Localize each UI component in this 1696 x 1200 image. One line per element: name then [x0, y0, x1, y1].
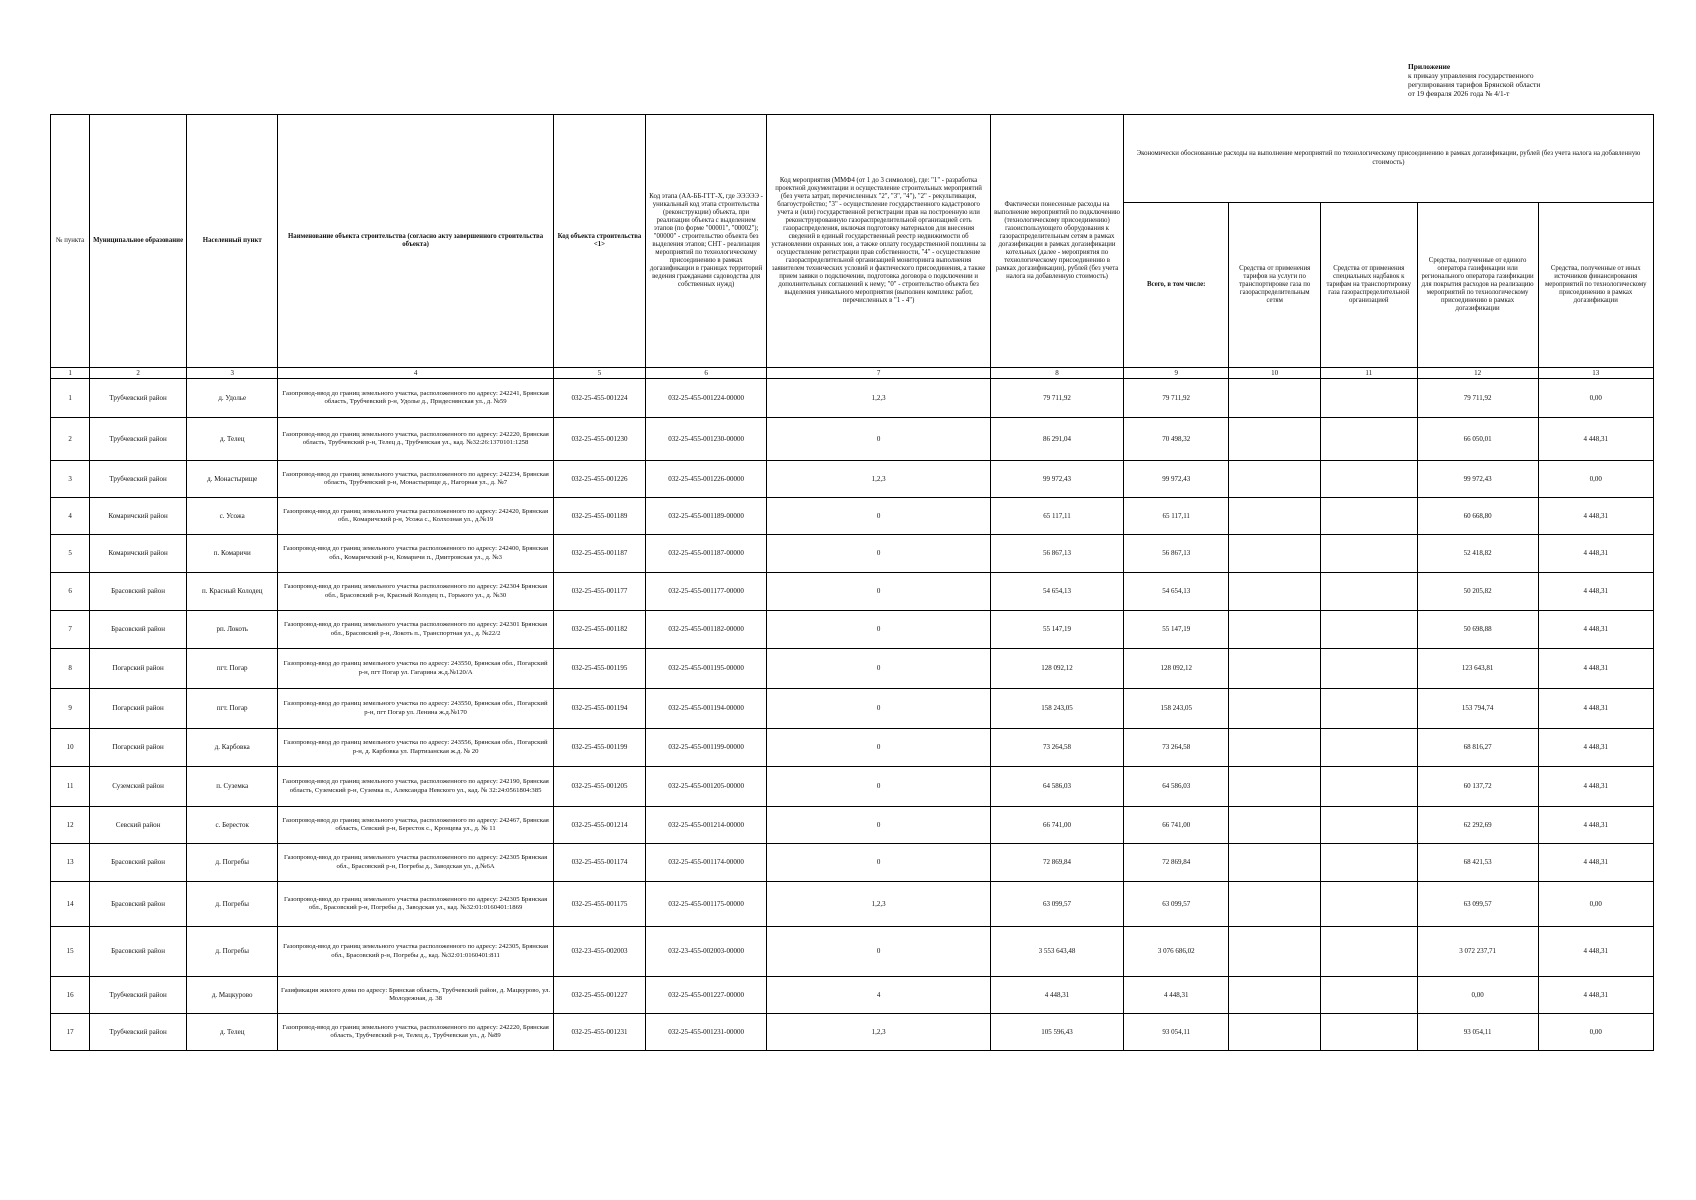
cell-other-funds: 4 448,31: [1538, 611, 1654, 649]
cell-item-number: 4: [51, 498, 90, 535]
cell-surcharge-funds: [1320, 1014, 1417, 1051]
cell-settlement: д. Карбовка: [187, 729, 278, 767]
cell-item-number: 6: [51, 573, 90, 611]
header-other-funds: Средства, полученные от иных источников финансирования мероприятий по технологическому присоединению в рамках догазификации: [1538, 203, 1654, 368]
cell-operator-funds: 68 816,27: [1417, 729, 1538, 767]
cell-total: 64 586,03: [1123, 767, 1229, 807]
cell-operator-funds: 153 794,74: [1417, 689, 1538, 729]
cell-object-name: Газопровод-ввод до границ земельного участка по адресу: 243550, Брянская обл., Погарский р-н, пгт Погар ул. Гагарина ж.д.№120/А: [278, 649, 553, 689]
column-number-row: [51, 368, 1654, 379]
column-number: 7: [767, 368, 991, 379]
cell-stage-code: 032-25-455-001230-00000: [646, 418, 767, 461]
cell-municipality: Трубчевский район: [90, 977, 187, 1014]
cell-actual-costs: 105 596,43: [991, 1014, 1124, 1051]
column-number: 3: [187, 368, 278, 379]
cell-stage-code: 032-23-455-002003-00000: [646, 927, 767, 977]
cell-other-funds: 4 448,31: [1538, 767, 1654, 807]
cell-other-funds: 4 448,31: [1538, 535, 1654, 573]
cell-operator-funds: 52 418,82: [1417, 535, 1538, 573]
cell-event-code: 0: [767, 649, 991, 689]
cell-event-code: 0: [767, 611, 991, 649]
cell-item-number: 3: [51, 461, 90, 498]
cell-object-code: 032-25-455-001230: [553, 418, 645, 461]
table-row: [51, 418, 1654, 461]
column-number: 4: [278, 368, 553, 379]
cell-event-code: 0: [767, 573, 991, 611]
cell-actual-costs: 65 117,11: [991, 498, 1124, 535]
column-number: 8: [991, 368, 1124, 379]
cell-surcharge-funds: [1320, 573, 1417, 611]
table-row: [51, 379, 1654, 418]
table-row: [51, 573, 1654, 611]
cell-other-funds: 4 448,31: [1538, 729, 1654, 767]
cell-object-code: 032-25-455-001187: [553, 535, 645, 573]
cell-actual-costs: 63 099,57: [991, 882, 1124, 927]
cell-surcharge-funds: [1320, 882, 1417, 927]
cell-actual-costs: 72 869,84: [991, 844, 1124, 882]
table-row: [51, 729, 1654, 767]
cell-municipality: Погарский район: [90, 649, 187, 689]
cell-object-code: 032-23-455-002003: [553, 927, 645, 977]
cell-tariff-funds: [1229, 535, 1320, 573]
cell-object-name: Газопровод-ввод до границ земельного участка, расположенного по адресу: 242241, Брянская область, Трубчевский р-н, Удолье д., Придеснянская ул., д. №59: [278, 379, 553, 418]
cell-item-number: 1: [51, 379, 90, 418]
cell-item-number: 2: [51, 418, 90, 461]
cell-surcharge-funds: [1320, 611, 1417, 649]
cell-actual-costs: 79 711,92: [991, 379, 1124, 418]
table-row: [51, 611, 1654, 649]
cell-settlement: с. Бересток: [187, 807, 278, 844]
appendix-line: от 19 февраля 2026 года № 4/1-т: [1408, 89, 1510, 99]
cell-item-number: 14: [51, 882, 90, 927]
cell-object-code: 032-25-455-001224: [553, 379, 645, 418]
cell-object-name: Газопровод-ввод до границ земельного участка расположенного по адресу: 242304 Брянская обл., Брасовский р-н, Красный Колодец п., Горького ул., д. №30: [278, 573, 553, 611]
cell-tariff-funds: [1229, 729, 1320, 767]
header-object-code: Код объекта строительства <1>: [553, 115, 645, 368]
appendix-line: Приложение: [1408, 62, 1451, 71]
table-row: [51, 498, 1654, 535]
cell-total: 54 654,13: [1123, 573, 1229, 611]
cell-surcharge-funds: [1320, 729, 1417, 767]
cell-total: 55 147,19: [1123, 611, 1229, 649]
cell-stage-code: 032-25-455-001174-00000: [646, 844, 767, 882]
header-operator-funds: Средства, полученные от единого оператора газификации или регионального оператора газификации для покрытия расходов на реализацию мероприятий по технологическому присоединению в рамках догазификации: [1417, 203, 1538, 368]
cell-actual-costs: 86 291,04: [991, 418, 1124, 461]
cell-object-code: 032-25-455-001182: [553, 611, 645, 649]
cell-stage-code: 032-25-455-001189-00000: [646, 498, 767, 535]
cell-surcharge-funds: [1320, 844, 1417, 882]
cell-municipality: Трубчевский район: [90, 418, 187, 461]
cell-event-code: 1,2,3: [767, 379, 991, 418]
cell-object-name: Газопровод-ввод до границ земельного участка, расположенного по адресу: 242190, Брянская область, Суземский р-н, Суземка п., Александра Невского ул., кад. № 32:24:0561804:385: [278, 767, 553, 807]
cell-other-funds: 0,00: [1538, 461, 1654, 498]
cell-stage-code: 032-25-455-001205-00000: [646, 767, 767, 807]
cell-other-funds: 4 448,31: [1538, 498, 1654, 535]
cell-actual-costs: 158 243,05: [991, 689, 1124, 729]
column-number: 5: [553, 368, 645, 379]
cell-settlement: д. Телец: [187, 1014, 278, 1051]
cell-event-code: 0: [767, 418, 991, 461]
cell-operator-funds: 62 292,69: [1417, 807, 1538, 844]
cell-stage-code: 032-25-455-001175-00000: [646, 882, 767, 927]
column-number: 13: [1538, 368, 1654, 379]
cell-event-code: 0: [767, 535, 991, 573]
cell-total: 65 117,11: [1123, 498, 1229, 535]
cell-operator-funds: 66 050,01: [1417, 418, 1538, 461]
cell-other-funds: 4 448,31: [1538, 689, 1654, 729]
column-number: 10: [1229, 368, 1320, 379]
cell-object-code: 032-25-455-001175: [553, 882, 645, 927]
cell-operator-funds: 50 205,82: [1417, 573, 1538, 611]
table-row: [51, 807, 1654, 844]
cell-total: 3 076 686,02: [1123, 927, 1229, 977]
cell-object-name: Газопровод-ввод до границ земельного участка расположенного по адресу: 242400, Брянская обл., Комаричский р-н, Комаричи п., Дмитровская ул., д. №3: [278, 535, 553, 573]
cell-municipality: Брасовский район: [90, 844, 187, 882]
table-row: [51, 882, 1654, 927]
cell-actual-costs: 66 741,00: [991, 807, 1124, 844]
cell-municipality: Погарский район: [90, 729, 187, 767]
cell-event-code: 1,2,3: [767, 1014, 991, 1051]
cell-item-number: 5: [51, 535, 90, 573]
cell-tariff-funds: [1229, 611, 1320, 649]
cell-operator-funds: 0,00: [1417, 977, 1538, 1014]
cell-tariff-funds: [1229, 418, 1320, 461]
cell-event-code: 0: [767, 498, 991, 535]
cell-total: 93 054,11: [1123, 1014, 1229, 1051]
cell-event-code: 0: [767, 844, 991, 882]
cell-object-code: 032-25-455-001205: [553, 767, 645, 807]
cell-other-funds: 4 448,31: [1538, 927, 1654, 977]
cell-total: 128 092,12: [1123, 649, 1229, 689]
cell-tariff-funds: [1229, 807, 1320, 844]
header-surcharge-funds: Средства от применения специальных надбавок к тарифам на транспортировку газа газораспределительной организацией: [1320, 203, 1417, 368]
header-object-name: Наименование объекта строительства (согласно акту завершенного строительства объекта): [278, 115, 553, 368]
cell-tariff-funds: [1229, 573, 1320, 611]
cell-item-number: 11: [51, 767, 90, 807]
cell-surcharge-funds: [1320, 977, 1417, 1014]
cell-event-code: 0: [767, 689, 991, 729]
cell-settlement: д. Телец: [187, 418, 278, 461]
cell-municipality: Комаричский район: [90, 535, 187, 573]
table-row: [51, 844, 1654, 882]
cell-surcharge-funds: [1320, 767, 1417, 807]
cell-total: 70 498,32: [1123, 418, 1229, 461]
cell-object-name: Газопровод-ввод до границ земельного участка расположенного по адресу: 242305, Брянская обл., Брасовский р-н, Погребы д., кад. №32:01:0160401:811: [278, 927, 553, 977]
cell-item-number: 8: [51, 649, 90, 689]
cell-actual-costs: 64 586,03: [991, 767, 1124, 807]
cell-total: 63 099,57: [1123, 882, 1229, 927]
cell-object-name: Газопровод-ввод до границ земельного участка по адресу: 243556, Брянская обл., Погарский р-н, д. Карбовка ул. Партизанская ж.д. № 20: [278, 729, 553, 767]
cell-settlement: п. Комаричи: [187, 535, 278, 573]
cell-surcharge-funds: [1320, 498, 1417, 535]
cell-tariff-funds: [1229, 767, 1320, 807]
cell-settlement: д. Погребы: [187, 927, 278, 977]
cell-item-number: 13: [51, 844, 90, 882]
table-row: [51, 927, 1654, 977]
cell-operator-funds: 68 421,53: [1417, 844, 1538, 882]
cell-settlement: п. Суземка: [187, 767, 278, 807]
cell-item-number: 12: [51, 807, 90, 844]
cell-other-funds: 0,00: [1538, 882, 1654, 927]
cell-total: 99 972,43: [1123, 461, 1229, 498]
cell-stage-code: 032-25-455-001195-00000: [646, 649, 767, 689]
cell-municipality: Суземский район: [90, 767, 187, 807]
cell-item-number: 16: [51, 977, 90, 1014]
cell-other-funds: 0,00: [1538, 1014, 1654, 1051]
cell-item-number: 17: [51, 1014, 90, 1051]
cell-object-code: 032-25-455-001231: [553, 1014, 645, 1051]
cell-item-number: 10: [51, 729, 90, 767]
cell-tariff-funds: [1229, 882, 1320, 927]
column-number: 1: [51, 368, 90, 379]
header-municipality: Муниципальное образование: [90, 115, 187, 368]
cell-municipality: Трубчевский район: [90, 1014, 187, 1051]
appendix-line: к приказу управления государственного: [1408, 71, 1534, 81]
cell-object-name: Газопровод-ввод до границ земельного участка расположенного по адресу: 242305 Брянская обл., Брасовский р-н, Погребы д., Заводская ул., д.№6А: [278, 844, 553, 882]
cell-tariff-funds: [1229, 844, 1320, 882]
cell-object-code: 032-25-455-001194: [553, 689, 645, 729]
cell-surcharge-funds: [1320, 649, 1417, 689]
cell-actual-costs: 56 867,13: [991, 535, 1124, 573]
cell-event-code: 4: [767, 977, 991, 1014]
cell-surcharge-funds: [1320, 807, 1417, 844]
header-event-code: Код мероприятия (ММФ4 (от 1 до 3 символов), где: "1" - разработка проектной документации и осуществление строительных мероприятий (без учета затрат, перечисленных "2", "3", "4"), "2" - рекультивация, благоустройство; "3" - осуществление государственного кадастрового учета и (или) государственной регистрации прав на построенную или реконструированную газораспределительной организацией сеть газораспределения, включая подготовку материалов для внесения сведений в единый государственный реестр недвижимости об установлении охранных зон, а также оплату государственной пошлины за осуществление регистрации прав собственности, "4" - осуществление газораспределительной организацией мониторинга выполнения заявителем технических условий и фактического присоединения, а также прием заявки о подключении, подготовка договора о подключении и дополнительных соглашений к нему; "0" - строительство объекта без выделения уникального мероприятия (выполнен комплекс работ, перечисленных в "1 - 4"): [767, 115, 991, 368]
cell-tariff-funds: [1229, 379, 1320, 418]
cell-operator-funds: 123 643,81: [1417, 649, 1538, 689]
cell-settlement: д. Монастырище: [187, 461, 278, 498]
cell-event-code: 0: [767, 767, 991, 807]
tariff-table: [50, 114, 1654, 1051]
cell-operator-funds: 79 711,92: [1417, 379, 1538, 418]
cell-stage-code: 032-25-455-001199-00000: [646, 729, 767, 767]
cell-surcharge-funds: [1320, 689, 1417, 729]
cell-municipality: Брасовский район: [90, 882, 187, 927]
cell-operator-funds: 50 698,88: [1417, 611, 1538, 649]
header-stage-code: Код этапа (АА-ББ-ГГГ-Х, где ЭЭЭЭЭ - уникальный код этапа строительства (реконструкции) объекта, при реализации объекта с выделением этапов (по форме "00001", "00002"); "00000" - строительство объекта без выделения этапов; СНТ - реализация мероприятий по технологическому присоединению в рамках догазификации в границах территорий ведения гражданами садоводства для собственных нужд): [646, 115, 767, 368]
cell-surcharge-funds: [1320, 927, 1417, 977]
cell-municipality: Комаричский район: [90, 498, 187, 535]
cell-item-number: 7: [51, 611, 90, 649]
cell-stage-code: 032-25-455-001182-00000: [646, 611, 767, 649]
cell-municipality: Брасовский район: [90, 927, 187, 977]
cell-other-funds: 4 448,31: [1538, 977, 1654, 1014]
cell-total: 4 448,31: [1123, 977, 1229, 1014]
cell-other-funds: 0,00: [1538, 379, 1654, 418]
cell-object-code: 032-25-455-001226: [553, 461, 645, 498]
cell-operator-funds: 60 668,80: [1417, 498, 1538, 535]
cell-surcharge-funds: [1320, 535, 1417, 573]
column-number: 9: [1123, 368, 1229, 379]
cell-object-name: Газопровод-ввод до границ земельного участка расположенного по адресу: 242420, Брянская обл., Комаричский р-н, Усожа с., Колхозная ул., д.№19: [278, 498, 553, 535]
cell-event-code: 0: [767, 729, 991, 767]
column-number: 2: [90, 368, 187, 379]
cell-object-name: Газопровод-ввод до границ земельного участка расположенного по адресу: 242301 Брянская обл., Брасовский р-н, Локоть п., Транспортная ул., д. №22/2: [278, 611, 553, 649]
header-tariff-funds: Средства от применения тарифов на услуги по транспортировке газа по газораспределительным сетям: [1229, 203, 1320, 368]
cell-other-funds: 4 448,31: [1538, 573, 1654, 611]
table-body: [51, 379, 1654, 1051]
cell-municipality: Севский район: [90, 807, 187, 844]
cell-stage-code: 032-25-455-001194-00000: [646, 689, 767, 729]
cell-object-name: Газопровод-ввод до границ земельного участка, расположенного по адресу: 242220, Брянская область, Трубчевский р-н, Телец д., Трубчевская ул., д. №89: [278, 1014, 553, 1051]
cell-object-code: 032-25-455-001195: [553, 649, 645, 689]
cell-total: 72 869,84: [1123, 844, 1229, 882]
cell-item-number: 15: [51, 927, 90, 977]
cell-stage-code: 032-25-455-001224-00000: [646, 379, 767, 418]
header-group-justified-costs: Экономически обоснованные расходы на выполнение мероприятий по технологическому присоединению в рамках догазификации, рублей (без учета налога на добавленную стоимость): [1123, 115, 1653, 203]
cell-object-name: Газопровод-ввод до границ земельного участка, расположенного по адресу: 242467, Брянская область, Севский р-н, Бересток с., Кронцева ул., д. № 11: [278, 807, 553, 844]
cell-municipality: Брасовский район: [90, 573, 187, 611]
cell-total: 73 264,58: [1123, 729, 1229, 767]
cell-actual-costs: 4 448,31: [991, 977, 1124, 1014]
table-row: [51, 977, 1654, 1014]
cell-tariff-funds: [1229, 1014, 1320, 1051]
cell-other-funds: 4 448,31: [1538, 418, 1654, 461]
cell-total: 79 711,92: [1123, 379, 1229, 418]
cell-stage-code: 032-25-455-001214-00000: [646, 807, 767, 844]
cell-actual-costs: 128 092,12: [991, 649, 1124, 689]
cell-operator-funds: 99 972,43: [1417, 461, 1538, 498]
cell-tariff-funds: [1229, 461, 1320, 498]
cell-object-code: 032-25-455-001189: [553, 498, 645, 535]
header-item-number: № пункта: [51, 115, 90, 368]
cell-stage-code: 032-25-455-001227-00000: [646, 977, 767, 1014]
cell-tariff-funds: [1229, 649, 1320, 689]
header-actual-costs: Фактически понесенные расходы на выполнение мероприятий по подключению (технологическому присоединению) газоиспользующего оборудования к газораспределительным сетям в рамках догазификации в рамках догазификации котельных (далее - мероприятия по технологическому присоединению в рамках догазификации), рублей (без учета налога на добавленную стоимость): [991, 115, 1124, 368]
table-row: [51, 767, 1654, 807]
table-row: [51, 1014, 1654, 1051]
cell-settlement: д. Мацкурово: [187, 977, 278, 1014]
cell-settlement: п. Красный Колодец: [187, 573, 278, 611]
cell-tariff-funds: [1229, 927, 1320, 977]
cell-total: 158 243,05: [1123, 689, 1229, 729]
cell-tariff-funds: [1229, 689, 1320, 729]
cell-operator-funds: 3 072 237,71: [1417, 927, 1538, 977]
cell-municipality: Трубчевский район: [90, 379, 187, 418]
table-row: [51, 461, 1654, 498]
cell-tariff-funds: [1229, 498, 1320, 535]
cell-actual-costs: 54 654,13: [991, 573, 1124, 611]
cell-object-name: Газопровод-ввод до границ земельного участка, расположенного по адресу: 242220, Брянская область, Трубчевский р-н, Телец д., Трубчевская ул., кад. №32:26:1370101:1258: [278, 418, 553, 461]
cell-settlement: д. Погребы: [187, 882, 278, 927]
cell-tariff-funds: [1229, 977, 1320, 1014]
cell-operator-funds: 63 099,57: [1417, 882, 1538, 927]
cell-settlement: пгт. Погар: [187, 689, 278, 729]
appendix-header: [1408, 62, 1688, 98]
cell-stage-code: 032-25-455-001226-00000: [646, 461, 767, 498]
header-settlement: Населенный пункт: [187, 115, 278, 368]
cell-settlement: д. Погребы: [187, 844, 278, 882]
cell-stage-code: 032-25-455-001187-00000: [646, 535, 767, 573]
appendix-line: регулирования тарифов Брянской области: [1408, 80, 1541, 90]
cell-settlement: пгт. Погар: [187, 649, 278, 689]
column-number: 11: [1320, 368, 1417, 379]
cell-stage-code: 032-25-455-001231-00000: [646, 1014, 767, 1051]
table-row: [51, 649, 1654, 689]
cell-actual-costs: 3 553 643,48: [991, 927, 1124, 977]
column-number: 12: [1417, 368, 1538, 379]
cell-event-code: 0: [767, 927, 991, 977]
cell-surcharge-funds: [1320, 418, 1417, 461]
cell-object-name: Газификация жилого дома по адресу: Брянская область, Трубчевский район, д. Мацкурово, ул. Молодежная, д. 38: [278, 977, 553, 1014]
cell-object-code: 032-25-455-001174: [553, 844, 645, 882]
table-row: [51, 689, 1654, 729]
cell-municipality: Брасовский район: [90, 611, 187, 649]
cell-municipality: Погарский район: [90, 689, 187, 729]
cell-object-name: Газопровод-ввод до границ земельного участка расположенного по адресу: 242305 Брянская обл., Брасовский р-н, Погребы д., Заводская ул., кад. №32:01:0160401:1869: [278, 882, 553, 927]
cell-other-funds: 4 448,31: [1538, 649, 1654, 689]
cell-actual-costs: 55 147,19: [991, 611, 1124, 649]
cell-total: 56 867,13: [1123, 535, 1229, 573]
cell-stage-code: 032-25-455-001177-00000: [646, 573, 767, 611]
cell-event-code: 1,2,3: [767, 461, 991, 498]
cell-surcharge-funds: [1320, 379, 1417, 418]
cell-total: 66 741,00: [1123, 807, 1229, 844]
cell-object-name: Газопровод-ввод до границ земельного участка, расположенного по адресу: 242234, Брянская область, Трубчевский р-н, Монастырище д., Нагорная ул., д. №7: [278, 461, 553, 498]
cell-object-name: Газопровод-ввод до границ земельного участка по адресу: 243550, Брянская обл., Погарский р-н, пгт Погар ул. Ленина ж.д.№170: [278, 689, 553, 729]
cell-surcharge-funds: [1320, 461, 1417, 498]
cell-settlement: д. Удолье: [187, 379, 278, 418]
cell-object-code: 032-25-455-001214: [553, 807, 645, 844]
cell-object-code: 032-25-455-001177: [553, 573, 645, 611]
cell-other-funds: 4 448,31: [1538, 807, 1654, 844]
cell-settlement: рп. Локоть: [187, 611, 278, 649]
cell-object-code: 032-25-455-001227: [553, 977, 645, 1014]
header-total: Всего, в том числе:: [1123, 203, 1229, 368]
cell-operator-funds: 60 137,72: [1417, 767, 1538, 807]
cell-actual-costs: 99 972,43: [991, 461, 1124, 498]
table-row: [51, 535, 1654, 573]
cell-operator-funds: 93 054,11: [1417, 1014, 1538, 1051]
cell-object-code: 032-25-455-001199: [553, 729, 645, 767]
cell-municipality: Трубчевский район: [90, 461, 187, 498]
cell-settlement: с. Усожа: [187, 498, 278, 535]
cell-actual-costs: 73 264,58: [991, 729, 1124, 767]
cell-event-code: 1,2,3: [767, 882, 991, 927]
column-number: 6: [646, 368, 767, 379]
cell-event-code: 0: [767, 807, 991, 844]
cell-item-number: 9: [51, 689, 90, 729]
cell-other-funds: 4 448,31: [1538, 844, 1654, 882]
